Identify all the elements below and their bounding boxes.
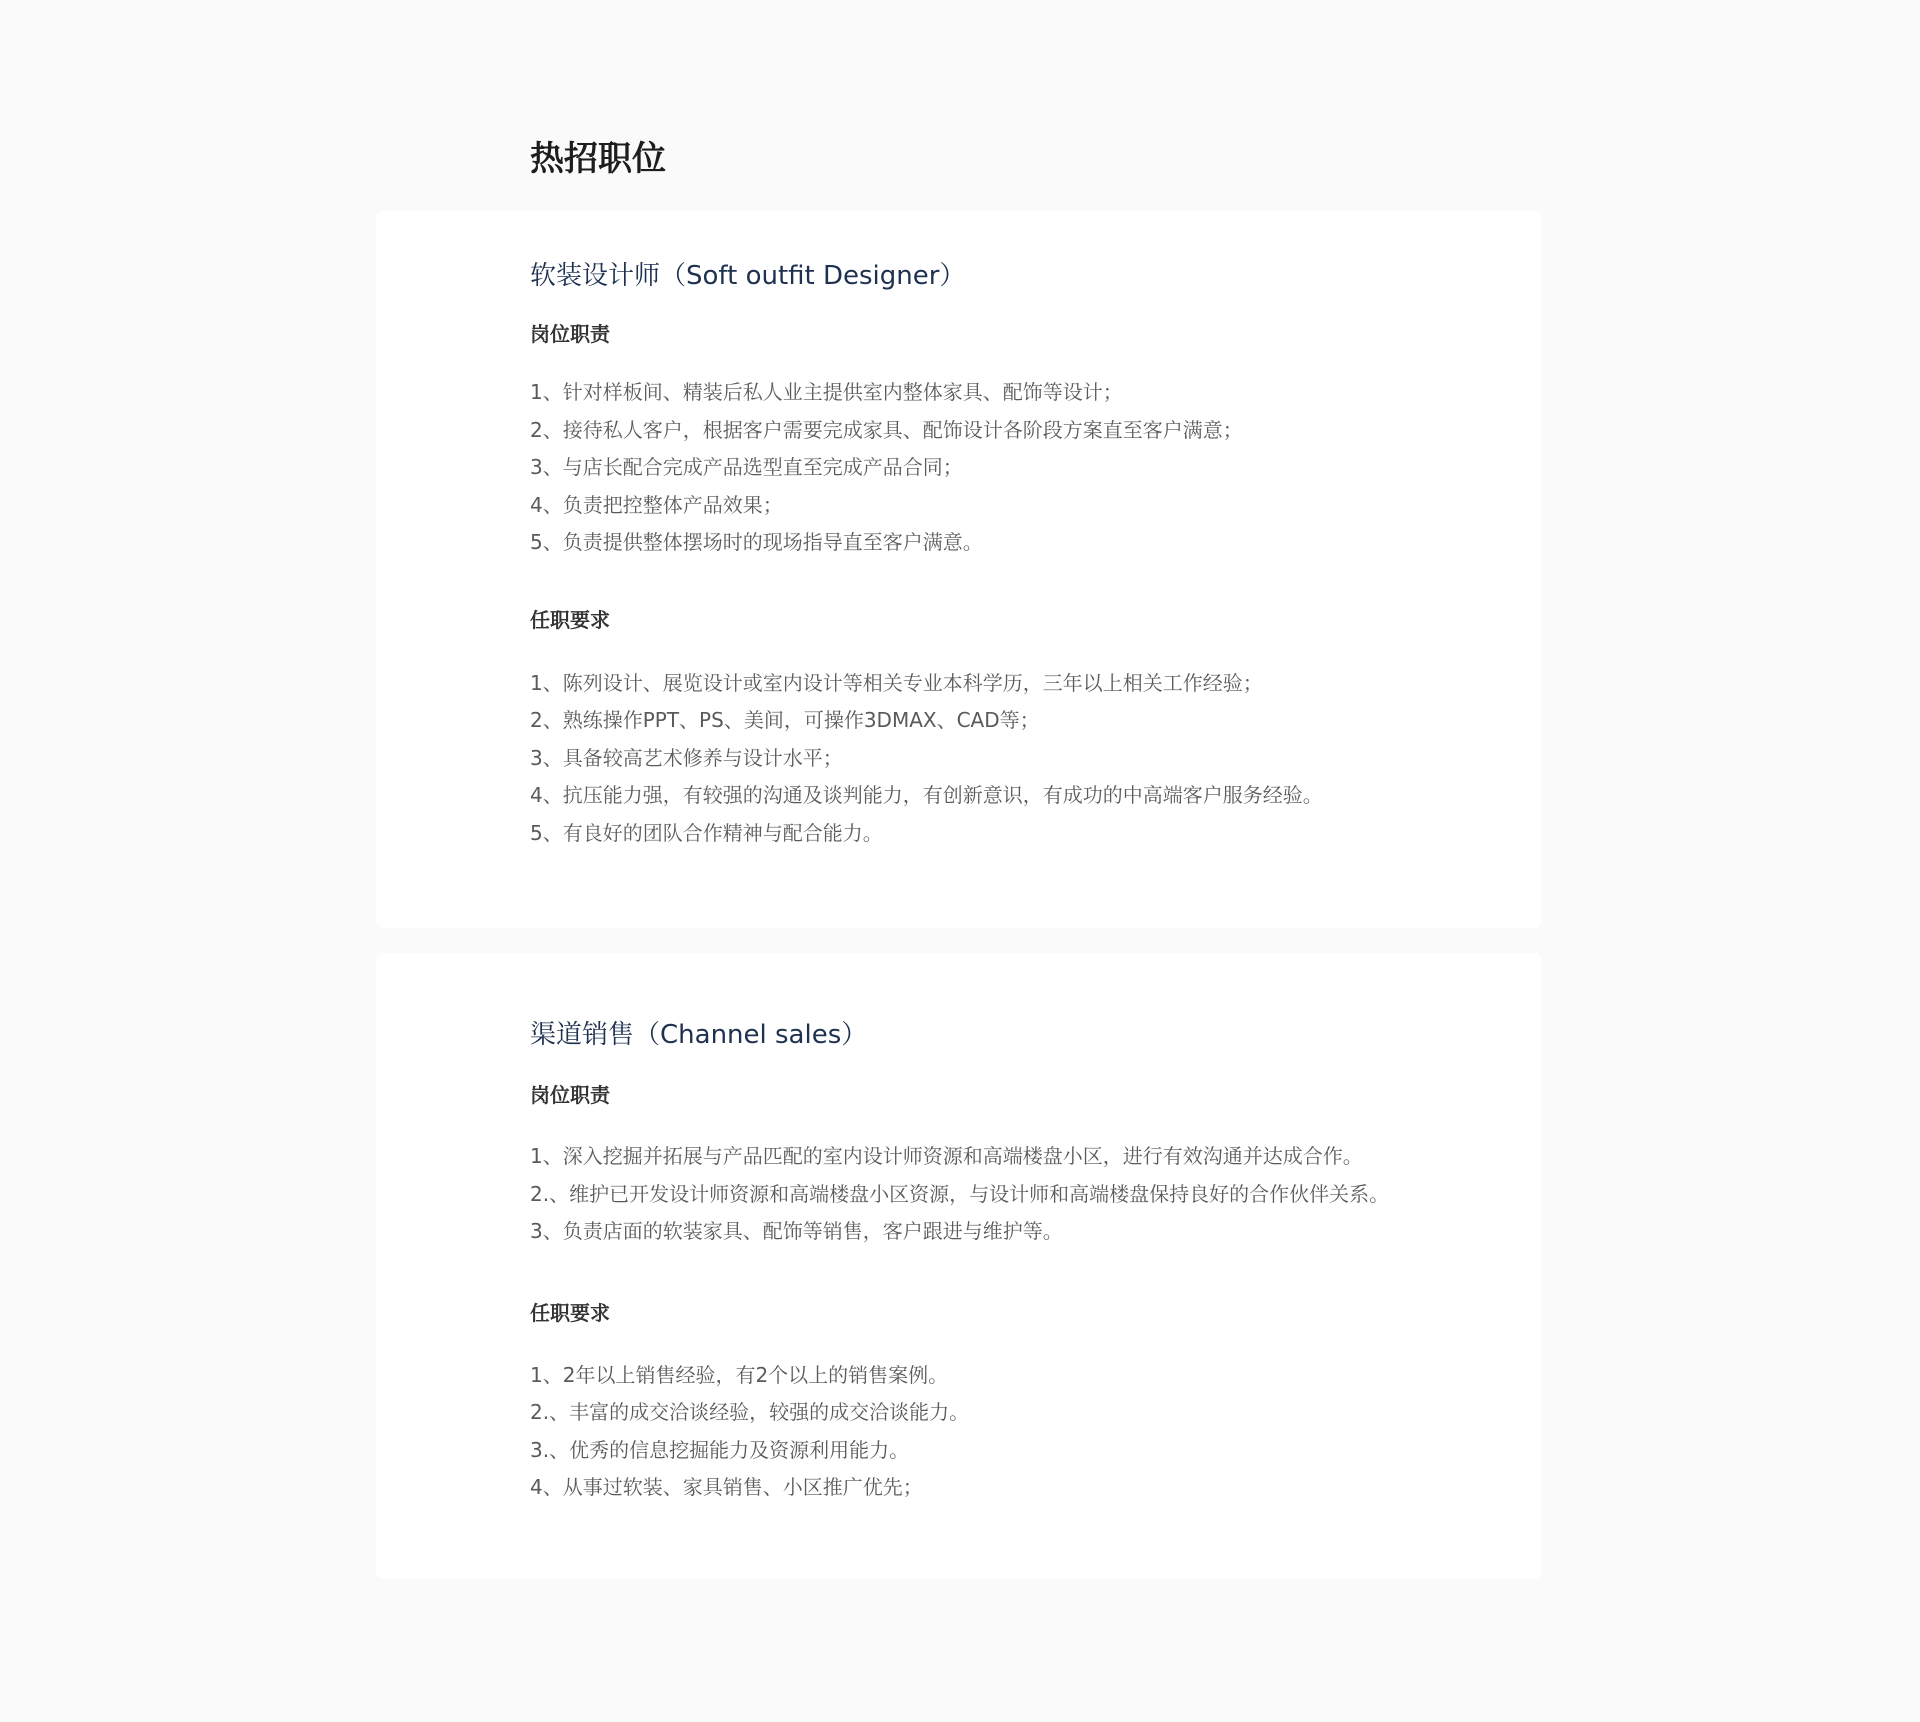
list-item: 2.、维护已开发设计师资源和高端楼盘小区资源，与设计师和高端楼盘保持良好的合作伙伴关系。 bbox=[530, 1181, 1390, 1206]
requirements-heading: 任职要求 bbox=[530, 1300, 610, 1325]
requirements-list bbox=[530, 1357, 1502, 1507]
list-item: 2、熟练操作PPT、PS、美间，可操作3DMAX、CAD等； bbox=[530, 708, 1040, 732]
job-card-soft-outfit-designer bbox=[376, 211, 1542, 928]
job-card-channel-sales bbox=[376, 953, 1542, 1579]
list-item: 5、负责提供整体摆场时的现场指导直至客户满意。 bbox=[530, 530, 983, 554]
list-item: 1、2年以上销售经验，有2个以上的销售案例。 bbox=[530, 1362, 949, 1387]
list-item: 4、负责把控整体产品效果； bbox=[530, 492, 783, 517]
list-item: 4、抗压能力强，有较强的沟通及谈判能力，有创新意识，有成功的中高端客户服务经验。 bbox=[530, 783, 1323, 807]
duties-heading: 岗位职责 bbox=[530, 322, 610, 346]
list-item: 1、陈列设计、展览设计或室内设计等相关专业本科学历，三年以上相关工作经验； bbox=[530, 670, 1263, 695]
duties-heading: 岗位职责 bbox=[530, 1083, 610, 1107]
job-title: 渠道销售（Channel sales） bbox=[530, 1020, 868, 1050]
list-item: 3、负责店面的软装家具、配饰等销售，客户跟进与维护等。 bbox=[530, 1219, 1063, 1243]
page-title: 热招职位 bbox=[530, 139, 666, 179]
list-item: 1、针对样板间、精装后私人业主提供室内整体家具、配饰等设计； bbox=[530, 380, 1123, 404]
requirements-list bbox=[530, 665, 1502, 853]
list-item: 3.、优秀的信息挖掘能力及资源利用能力。 bbox=[530, 1437, 910, 1462]
duties-list bbox=[530, 1138, 1502, 1251]
job-title: 软装设计师（Soft outfit Designer） bbox=[530, 261, 966, 291]
list-item: 2.、丰富的成交洽谈经验，较强的成交洽谈能力。 bbox=[530, 1400, 970, 1424]
requirements-heading: 任职要求 bbox=[530, 607, 610, 632]
list-item: 5、有良好的团队合作精神与配合能力。 bbox=[530, 820, 883, 845]
list-item: 2、接待私人客户，根据客户需要完成家具、配饰设计各阶段方案直至客户满意； bbox=[530, 417, 1243, 442]
duties-list bbox=[530, 374, 1502, 562]
list-item: 3、具备较高艺术修养与设计水平； bbox=[530, 745, 843, 770]
list-item: 4、从事过软装、家具销售、小区推广优先； bbox=[530, 1475, 923, 1499]
list-item: 1、深入挖掘并拓展与产品匹配的室内设计师资源和高端楼盘小区，进行有效沟通并达成合作。 bbox=[530, 1144, 1363, 1168]
list-item: 3、与店长配合完成产品选型直至完成产品合同； bbox=[530, 455, 963, 479]
